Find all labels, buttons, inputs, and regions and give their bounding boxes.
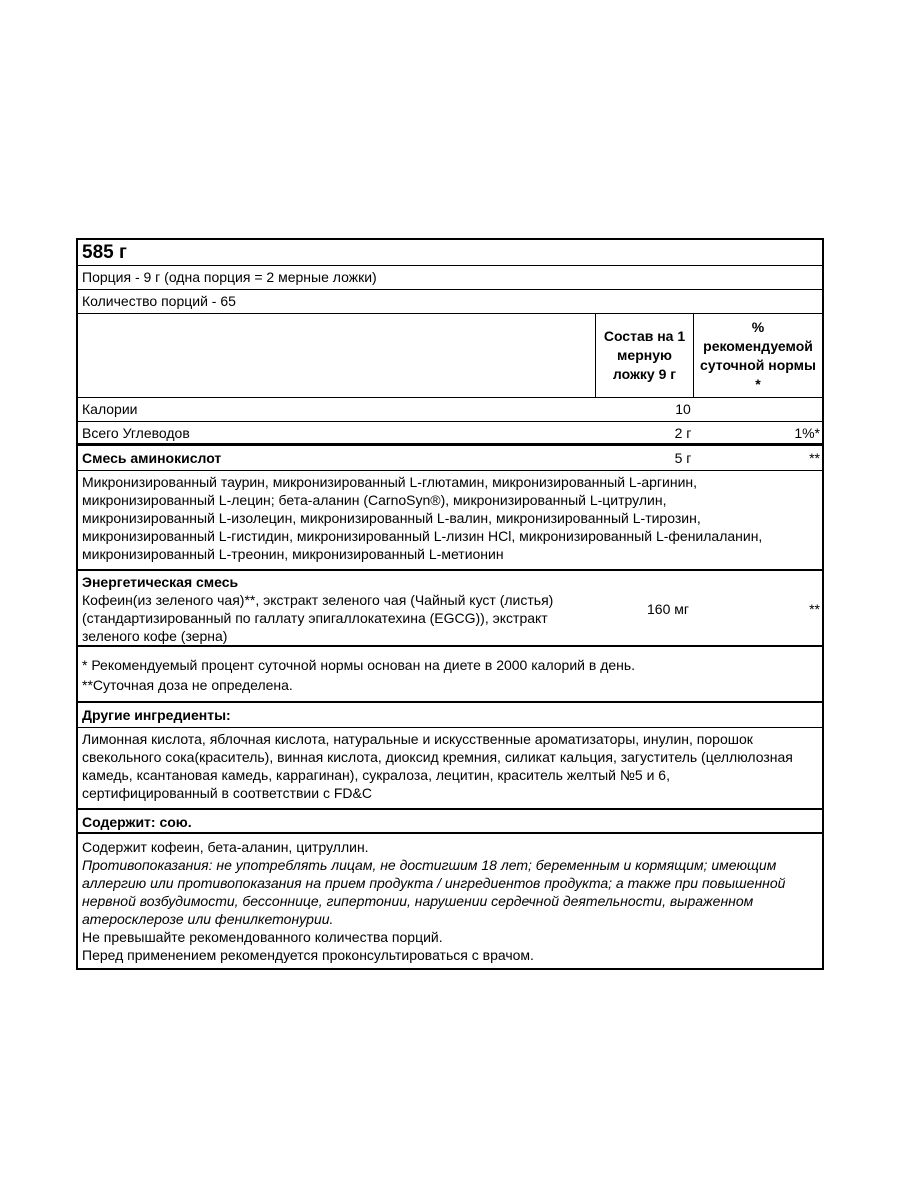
header-daily-value: % рекомендуемой суточной нормы *	[700, 318, 816, 392]
text-line: (стандартизированный по галлату эпигаллокатехина (EGCG)), экстракт	[82, 610, 548, 626]
contraindication-line: аллергию или противопоказания на прием продукта / ингредиентов продукта; а также при повышенной	[82, 875, 786, 891]
amino-blend-dv: **	[809, 450, 820, 466]
nutrient-dv: 1%*	[794, 425, 820, 441]
footnote: **Суточная доза не определена.	[82, 677, 293, 693]
text-line: микронизированный L-треонин, микронизированный L-метионин	[82, 546, 504, 562]
servings-count: Количество порций - 65	[78, 290, 822, 314]
footnote: * Рекомендуемый процент суточной нормы основан на диете в 2000 калорий в день.	[82, 657, 636, 673]
warnings-section	[78, 834, 822, 968]
amino-blend-ingredients	[78, 470, 822, 569]
net-weight: 585 г	[78, 240, 822, 266]
text-line: Кофеин(из зеленого чая)**, экстракт зеленого чая (Чайный куст (листья)	[82, 592, 554, 608]
header-amount: Состав на 1 мерную ложку 9 г	[596, 314, 694, 397]
nutrition-label	[76, 238, 824, 970]
text-line: микронизированный L-изолецин, микронизированный L-валин, микронизированный L-тирозин,	[82, 510, 701, 526]
serving-size: Порция - 9 г (одна порция = 2 мерные ложки)	[78, 266, 822, 290]
text-line: Микронизированный таурин, микронизированный L-глютамин, микронизированный L-аргинин,	[82, 474, 698, 490]
contraindication-line: нервной возбудимости, бессоннице, гипертонии, нарушении сердечной деятельности, выраженном	[82, 893, 754, 909]
text-line: зеленого кофе (зерна)	[82, 628, 228, 644]
amino-blend-name: Смесь аминокислот	[82, 450, 222, 466]
text-line: сертифицированный в соответствии с FD&C	[82, 785, 372, 801]
other-ingredients-section	[78, 703, 822, 810]
header-empty-cell	[78, 314, 596, 397]
text-line: микронизированный L-лецин; бета-аланин (CarnoSyn®), микронизированный L-цитрулин,	[82, 492, 667, 508]
nutrient-row-carbs	[78, 422, 822, 446]
nutrient-amount: 10	[675, 401, 691, 417]
energy-blend-ingredients	[82, 591, 582, 645]
text-line: микронизированный L-гистидин, микронизированный L-лизин HCl, микронизированный L-фенилаланин,	[82, 528, 763, 544]
contraindication-line: атеросклерозе или фенилкетонурии.	[82, 911, 334, 927]
nutrient-row-calories	[78, 398, 822, 422]
nutrient-amount: 2 г	[674, 425, 692, 441]
amino-blend-amount: 5 г	[674, 450, 692, 466]
contraindication-line: Противопоказания: не употреблять лицам, не достигшим 18 лет; беременным и кормящим; имеющим	[82, 857, 777, 873]
nutrient-name: Всего Углеводов	[82, 425, 190, 441]
energy-blend-section	[78, 571, 822, 647]
text-line: камедь, ксантановая камедь, каррагинан), сукралоза, лецитин, краситель желтый №5 и 6,	[82, 767, 670, 783]
amino-blend-section	[78, 446, 822, 571]
amino-blend-header	[78, 446, 822, 470]
text-line: Лимонная кислота, яблочная кислота, натуральные и искусственные ароматизаторы, инулин, порошок	[82, 731, 753, 747]
footnotes	[78, 647, 822, 703]
warning-line: Содержит кофеин, бета-аланин, цитруллин.	[82, 839, 369, 855]
other-ingredients-text	[78, 727, 822, 808]
energy-blend-dv: **	[809, 601, 820, 617]
energy-blend-amount: 160 мг	[647, 601, 689, 617]
warning-line: Не превышайте рекомендованного количества порций.	[82, 929, 443, 945]
warning-line: Перед применением рекомендуется проконсультироваться с врачом.	[82, 947, 534, 963]
other-ingredients-title: Другие ингредиенты:	[82, 707, 231, 723]
text-line: свекольного сока(краситель), винная кислота, диоксид кремния, силикат кальция, загуститель (целлюлозная	[82, 749, 793, 765]
allergen-contains: Содержит: сою.	[78, 810, 822, 834]
nutrient-name: Калории	[82, 401, 138, 417]
energy-blend-name: Энергетическая смесь	[82, 574, 239, 590]
table-header	[78, 314, 822, 398]
